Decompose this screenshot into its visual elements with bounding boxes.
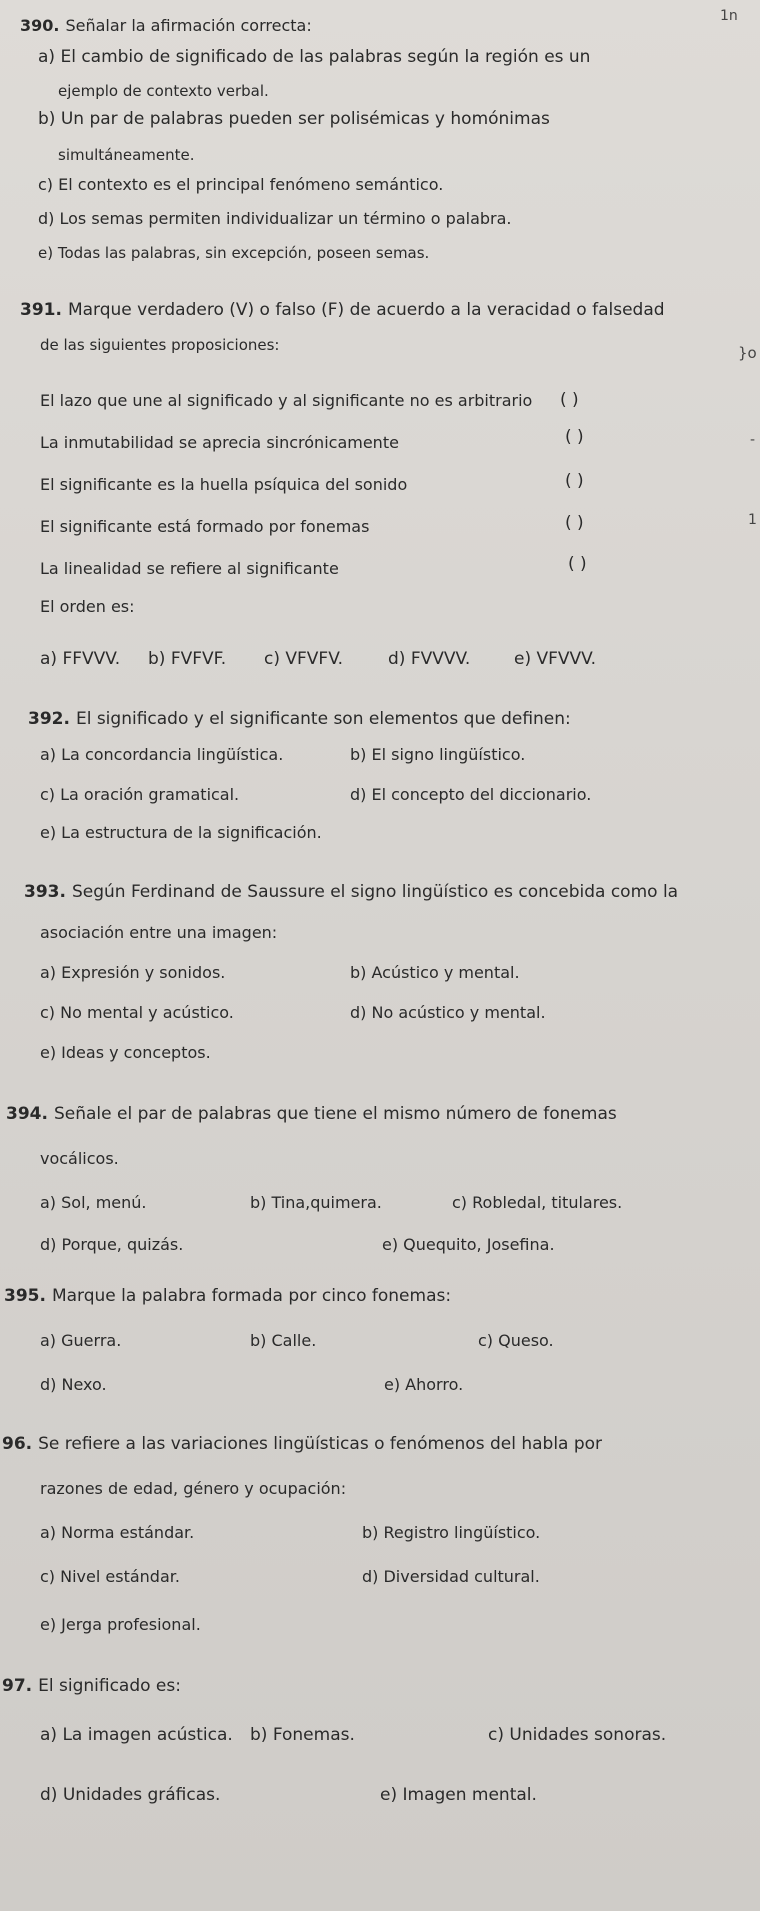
option-396-c: c) Nivel estándar. (40, 1567, 180, 1586)
proposition-4: El significante está formado por fonemas (40, 517, 370, 536)
option-391-c: c) VFVFV. (264, 649, 344, 669)
option-391-a: a) FFVVV. (40, 649, 121, 669)
question-number: 96. (2, 1434, 33, 1454)
question-394-title: 394. Señale el par de palabras que tiene el mismo número de fonemas (6, 1104, 617, 1124)
corner-mark: 1n (720, 8, 738, 24)
question-397-title: 97. El significado es: (2, 1676, 181, 1696)
option-393-d: d) No acústico y mental. (350, 1003, 546, 1022)
margin-mark: - (750, 432, 756, 448)
option-397-c: c) Unidades sonoras. (488, 1725, 667, 1745)
option-396-d: d) Diversidad cultural. (362, 1567, 540, 1586)
question-number: 394. (6, 1104, 48, 1124)
answer-blank-3: ( ) (565, 471, 584, 491)
option-393-e: e) Ideas y conceptos. (40, 1043, 211, 1062)
option-397-b: b) Fonemas. (250, 1725, 355, 1745)
option-390-c: c) El contexto es el principal fenómeno semántico. (38, 175, 444, 194)
order-label: El orden es: (40, 597, 135, 616)
option-390-e: e) Todas las palabras, sin excepción, poseen semas. (38, 244, 430, 262)
option-395-b: b) Calle. (250, 1331, 317, 1350)
option-394-a: a) Sol, menú. (40, 1193, 147, 1212)
question-number: 97. (2, 1676, 33, 1696)
option-391-e: e) VFVVV. (514, 649, 597, 669)
option-390-a-cont: ejemplo de contexto verbal. (58, 82, 269, 100)
question-393-title: 393. Según Ferdinand de Saussure el signo lingüístico es concebida como la (24, 882, 679, 902)
question-number: 393. (24, 882, 66, 902)
question-394-title-cont: vocálicos. (40, 1149, 119, 1168)
question-396-title: 96. Se refiere a las variaciones lingüísticas o fenómenos del habla por (2, 1434, 603, 1454)
question-391-title: 391. Marque verdadero (V) o falso (F) de acuerdo a la veracidad o falsedad (20, 300, 665, 320)
question-number: 390. (20, 16, 60, 35)
question-393-title-cont: asociación entre una imagen: (40, 923, 278, 942)
option-394-c: c) Robledal, titulares. (452, 1193, 623, 1212)
option-390-d: d) Los semas permiten individualizar un término o palabra. (38, 209, 512, 228)
option-395-d: d) Nexo. (40, 1375, 107, 1394)
option-392-e: e) La estructura de la significación. (40, 823, 322, 842)
option-390-a: a) El cambio de significado de las palabras según la región es un (38, 47, 591, 67)
option-397-a: a) La imagen acústica. (40, 1725, 233, 1745)
proposition-5: La linealidad se refiere al significante (40, 559, 339, 578)
proposition-2: La inmutabilidad se aprecia sincrónicamente (40, 433, 399, 452)
answer-blank-1: ( ) (560, 390, 579, 410)
option-390-b-cont: simultáneamente. (58, 146, 195, 164)
question-number: 391. (20, 300, 62, 320)
option-390-b: b) Un par de palabras pueden ser polisémicas y homónimas (38, 109, 550, 129)
question-390-title: 390. Señalar la afirmación correcta: (20, 16, 312, 35)
answer-blank-5: ( ) (568, 554, 587, 574)
option-397-e: e) Imagen mental. (380, 1785, 537, 1805)
option-394-b: b) Tina,quimera. (250, 1193, 382, 1212)
option-392-c: c) La oración gramatical. (40, 785, 240, 804)
option-393-a: a) Expresión y sonidos. (40, 963, 226, 982)
option-396-b: b) Registro lingüístico. (362, 1523, 541, 1542)
option-391-d: d) FVVVV. (388, 649, 471, 669)
option-396-e: e) Jerga profesional. (40, 1615, 201, 1634)
option-394-e: e) Quequito, Josefina. (382, 1235, 555, 1254)
option-393-c: c) No mental y acústico. (40, 1003, 234, 1022)
question-396-title-cont: razones de edad, género y ocupación: (40, 1479, 347, 1498)
option-393-b: b) Acústico y mental. (350, 963, 520, 982)
question-395-title: 395. Marque la palabra formada por cinco fonemas: (4, 1286, 452, 1306)
option-395-a: a) Guerra. (40, 1331, 122, 1350)
question-392-title: 392. El significado y el significante son elementos que definen: (28, 709, 571, 729)
proposition-1: El lazo que une al significado y al significante no es arbitrario (40, 391, 533, 410)
option-392-b: b) El signo lingüístico. (350, 745, 526, 764)
question-number: 395. (4, 1286, 46, 1306)
question-391-title-cont: de las siguientes proposiciones: (40, 336, 280, 354)
option-392-d: d) El concepto del diccionario. (350, 785, 592, 804)
option-395-e: e) Ahorro. (384, 1375, 464, 1394)
option-397-d: d) Unidades gráficas. (40, 1785, 221, 1805)
proposition-3: El significante es la huella psíquica del sonido (40, 475, 408, 494)
margin-mark: 1 (748, 512, 757, 528)
option-391-b: b) FVFVF. (148, 649, 227, 669)
answer-blank-2: ( ) (565, 427, 584, 447)
option-396-a: a) Norma estándar. (40, 1523, 195, 1542)
question-number: 392. (28, 709, 70, 729)
option-395-c: c) Queso. (478, 1331, 554, 1350)
answer-blank-4: ( ) (565, 513, 584, 533)
option-392-a: a) La concordancia lingüística. (40, 745, 284, 764)
option-394-d: d) Porque, quizás. (40, 1235, 184, 1254)
margin-mark: }o (738, 344, 757, 362)
